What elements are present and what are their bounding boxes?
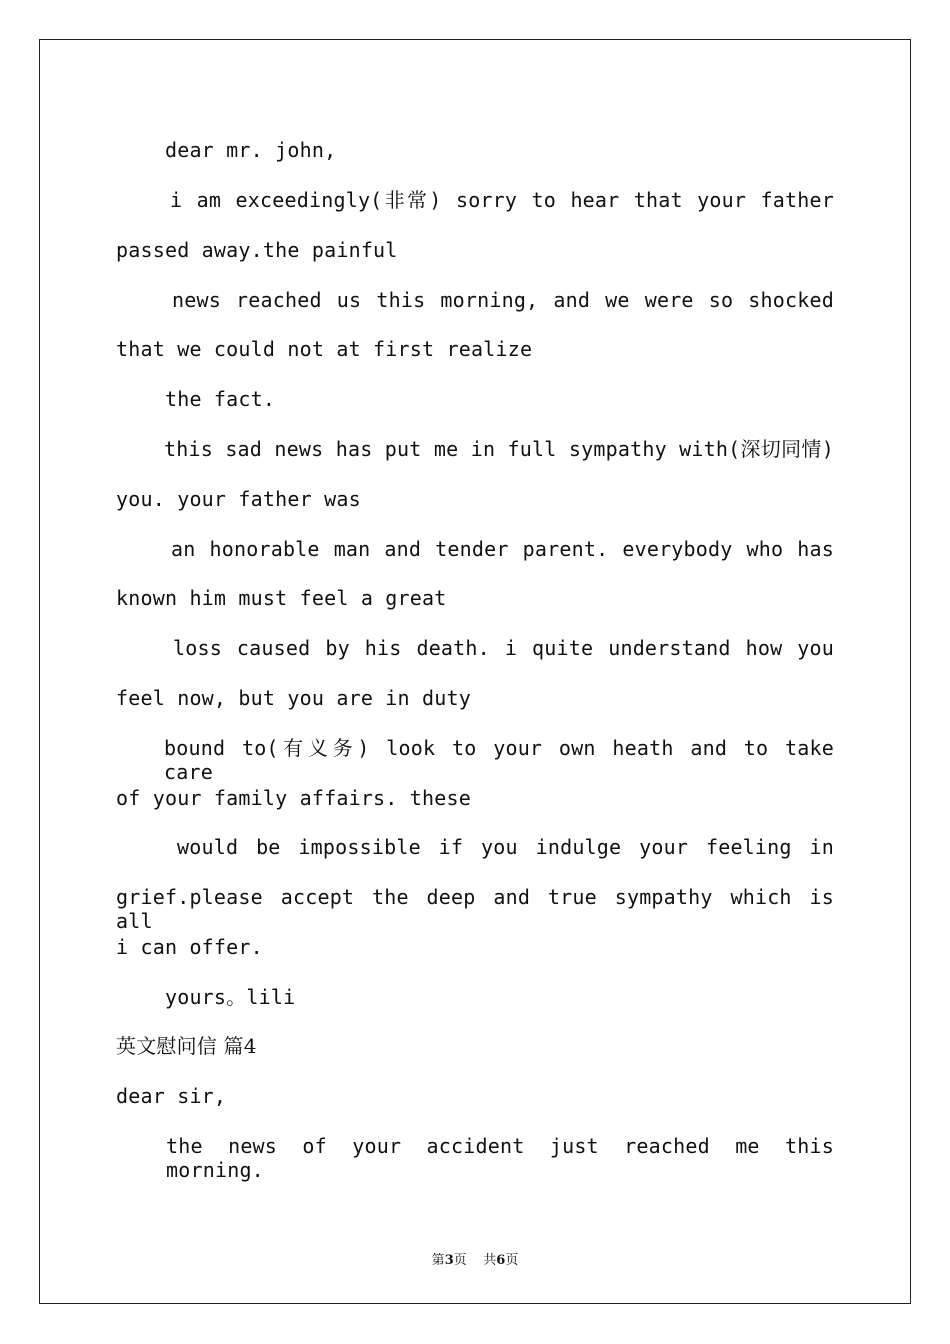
footer-total-pages: 6 bbox=[496, 1253, 506, 1268]
text-line: known him must feel a great bbox=[116, 586, 447, 610]
footer-prefix: 第 bbox=[431, 1253, 445, 1268]
section-heading: 英文慰问信 篇4 bbox=[116, 1034, 257, 1058]
text-line: dear mr. john, bbox=[116, 138, 337, 162]
text-line: would be impossible if you indulge your feeling in bbox=[177, 835, 834, 859]
text-line: grief.please accept the deep and true sympathy which is all bbox=[116, 885, 834, 933]
text-line: loss caused by his death. i quite understand how you bbox=[173, 636, 834, 660]
text-line: the news of your accident just reached me this morning. bbox=[166, 1134, 834, 1182]
text-line: passed away.the painful bbox=[116, 238, 398, 262]
footer-page-number: 3 bbox=[444, 1253, 454, 1268]
footer-suffix: 页 bbox=[505, 1253, 519, 1268]
text-line: i am exceedingly(非常) sorry to hear that your father bbox=[170, 188, 834, 212]
text-line: an honorable man and tender parent. everybody who has bbox=[171, 537, 834, 561]
page-border bbox=[39, 39, 911, 1304]
text-line: feel now, but you are in duty bbox=[116, 686, 471, 710]
text-line: dear sir, bbox=[116, 1084, 227, 1108]
text-line: i can offer. bbox=[116, 935, 263, 959]
text-line: bound to(有义务) look to your own heath and to take care bbox=[164, 736, 834, 784]
text-line: of your family affairs. these bbox=[116, 786, 471, 810]
text-line: yours。lili bbox=[116, 985, 296, 1009]
text-line: the fact. bbox=[116, 387, 276, 411]
footer-mid: 页 共 bbox=[453, 1253, 497, 1268]
text-line: that we could not at first realize bbox=[116, 337, 533, 361]
text-line: you. your father was bbox=[116, 487, 361, 511]
text-line: this sad news has put me in full sympathy with(深切同情) bbox=[164, 437, 834, 461]
text-line: news reached us this morning, and we were so shocked bbox=[172, 288, 834, 312]
page-footer bbox=[0, 1249, 950, 1268]
